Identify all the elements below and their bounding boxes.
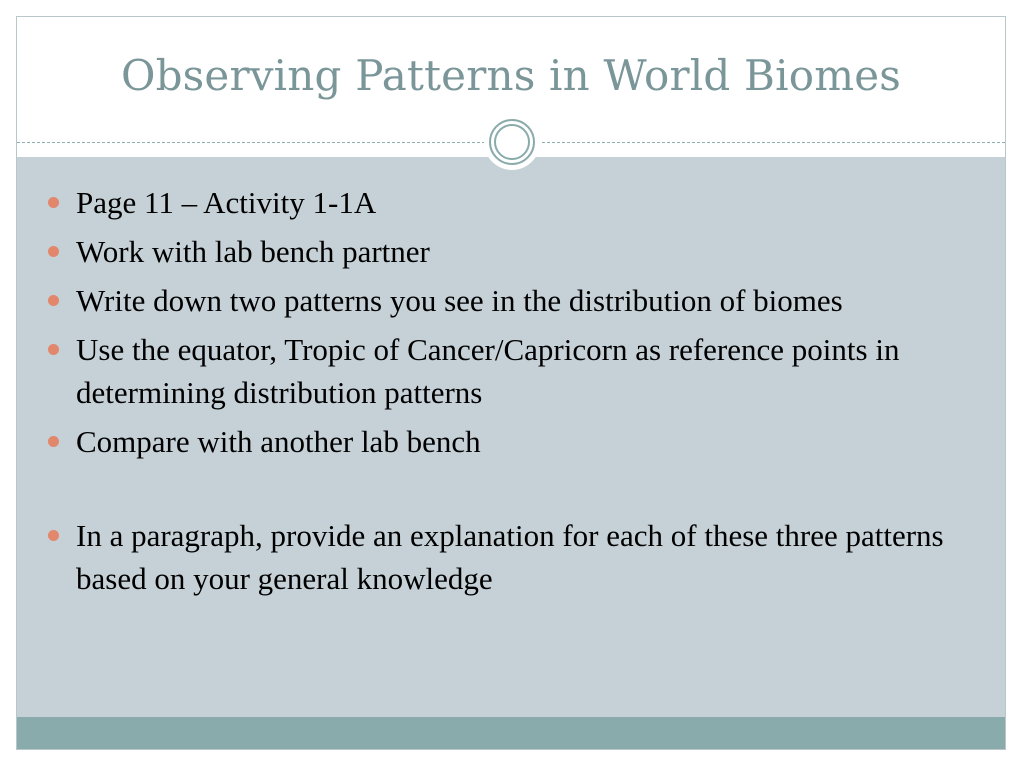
slide <box>16 16 1006 750</box>
bullet-dot-icon <box>48 344 59 355</box>
bullet-text: Work with lab bench partner <box>76 234 430 269</box>
bullet-text: In a paragraph, provide an explanation for each of these three patterns based on your general knowledge <box>76 518 944 596</box>
footer-band <box>17 717 1005 750</box>
double-ring-icon <box>484 114 540 170</box>
bullet-text: Compare with another lab bench <box>76 424 481 459</box>
bullet-dot-icon <box>48 295 59 306</box>
bullet-dot-icon <box>48 197 59 208</box>
bullet-item <box>47 420 982 463</box>
bullet-item <box>47 514 982 600</box>
bullet-item <box>47 328 982 414</box>
inner-ring <box>494 124 530 160</box>
bullet-item <box>47 230 982 273</box>
bullet-text: Use the equator, Tropic of Cancer/Capricorn as reference points in determining distribution patterns <box>76 332 900 410</box>
bullet-text: Write down two patterns you see in the distribution of biomes <box>76 283 843 318</box>
bullet-dot-icon <box>48 246 59 257</box>
bullet-text: Page 11 – Activity 1-1A <box>76 185 377 220</box>
slide-title: Observing Patterns in World Biomes <box>120 51 902 100</box>
bullet-item <box>47 181 982 224</box>
bullet-dot-icon <box>48 530 59 541</box>
bullet-dot-icon <box>48 436 59 447</box>
bullet-item <box>47 279 982 322</box>
bullet-list <box>47 181 982 606</box>
